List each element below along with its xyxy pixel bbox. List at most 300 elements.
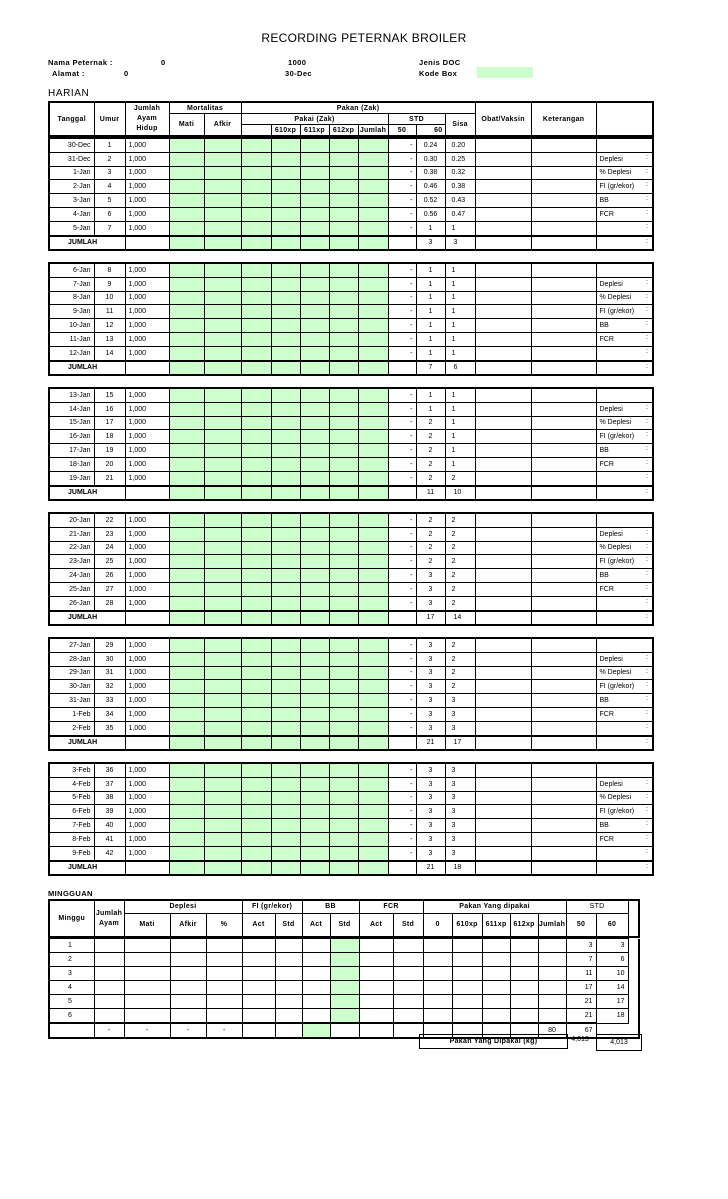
- input-cell[interactable]: [358, 721, 388, 735]
- input-cell[interactable]: [358, 207, 388, 221]
- weekly-cell[interactable]: [206, 1009, 242, 1024]
- input-cell[interactable]: [271, 319, 300, 333]
- input-cell[interactable]: [329, 652, 358, 666]
- input-cell[interactable]: [241, 361, 271, 376]
- input-cell[interactable]: [358, 402, 388, 416]
- weekly-cell[interactable]: [242, 981, 275, 995]
- weekly-cell[interactable]: [482, 939, 510, 953]
- weekly-cell[interactable]: [330, 981, 359, 995]
- input-cell[interactable]: [271, 638, 300, 652]
- input-cell[interactable]: [271, 138, 300, 152]
- input-cell[interactable]: [358, 180, 388, 194]
- input-cell[interactable]: [204, 319, 241, 333]
- input-cell[interactable]: [169, 555, 204, 569]
- weekly-cell[interactable]: [170, 953, 206, 967]
- input-cell[interactable]: [241, 680, 271, 694]
- weekly-cell[interactable]: [452, 939, 482, 953]
- input-cell[interactable]: [329, 236, 358, 251]
- weekly-cell[interactable]: [242, 939, 275, 953]
- cell-obat[interactable]: [531, 457, 596, 471]
- cell-obat[interactable]: [531, 694, 596, 708]
- input-cell[interactable]: [169, 444, 204, 458]
- input-cell[interactable]: [241, 569, 271, 583]
- input-cell[interactable]: [204, 180, 241, 194]
- cell-obat[interactable]: [531, 680, 596, 694]
- input-cell[interactable]: [329, 513, 358, 527]
- input-cell[interactable]: [329, 861, 358, 876]
- input-cell[interactable]: [204, 736, 241, 751]
- cell-obat[interactable]: [531, 791, 596, 805]
- input-cell[interactable]: [241, 430, 271, 444]
- cell-obat[interactable]: [531, 638, 596, 652]
- input-cell[interactable]: [169, 305, 204, 319]
- cell-sisa[interactable]: [475, 638, 531, 652]
- input-cell[interactable]: [358, 707, 388, 721]
- input-cell[interactable]: [169, 166, 204, 180]
- input-cell[interactable]: [241, 291, 271, 305]
- input-cell[interactable]: [169, 707, 204, 721]
- input-cell[interactable]: [204, 457, 241, 471]
- input-cell[interactable]: [329, 805, 358, 819]
- weekly-cell[interactable]: [452, 967, 482, 981]
- input-cell[interactable]: [300, 138, 329, 152]
- input-cell[interactable]: [271, 180, 300, 194]
- input-cell[interactable]: [169, 527, 204, 541]
- cell-obat[interactable]: [531, 444, 596, 458]
- input-cell[interactable]: [169, 763, 204, 777]
- input-cell[interactable]: [204, 513, 241, 527]
- weekly-cell[interactable]: [359, 981, 393, 995]
- input-cell[interactable]: [300, 486, 329, 501]
- input-cell[interactable]: [169, 457, 204, 471]
- cell-sisa[interactable]: [475, 680, 531, 694]
- input-cell[interactable]: [169, 721, 204, 735]
- weekly-cell[interactable]: [206, 995, 242, 1009]
- input-cell[interactable]: [169, 486, 204, 501]
- input-cell[interactable]: [169, 582, 204, 596]
- input-cell[interactable]: [169, 513, 204, 527]
- input-cell[interactable]: [204, 346, 241, 360]
- cell-obat[interactable]: [531, 180, 596, 194]
- input-cell[interactable]: [271, 457, 300, 471]
- input-cell[interactable]: [169, 471, 204, 485]
- cell-sisa[interactable]: [475, 819, 531, 833]
- weekly-cell[interactable]: [94, 995, 124, 1009]
- weekly-cell[interactable]: [538, 939, 566, 953]
- input-cell[interactable]: [241, 471, 271, 485]
- input-cell[interactable]: [329, 361, 358, 376]
- input-cell[interactable]: [169, 861, 204, 876]
- input-cell[interactable]: [300, 471, 329, 485]
- input-cell[interactable]: [169, 819, 204, 833]
- input-cell[interactable]: [169, 138, 204, 152]
- input-cell[interactable]: [329, 471, 358, 485]
- input-cell[interactable]: [329, 277, 358, 291]
- input-cell[interactable]: [358, 819, 388, 833]
- input-cell[interactable]: [329, 457, 358, 471]
- input-cell[interactable]: [300, 721, 329, 735]
- input-cell[interactable]: [169, 777, 204, 791]
- weekly-cell[interactable]: [423, 981, 452, 995]
- input-cell[interactable]: [241, 402, 271, 416]
- input-cell[interactable]: [329, 319, 358, 333]
- input-cell[interactable]: [271, 805, 300, 819]
- input-cell[interactable]: [300, 638, 329, 652]
- weekly-cell[interactable]: [452, 981, 482, 995]
- input-cell[interactable]: [169, 596, 204, 610]
- input-cell[interactable]: [329, 416, 358, 430]
- input-cell[interactable]: [204, 582, 241, 596]
- cell-obat[interactable]: [531, 707, 596, 721]
- input-cell[interactable]: [271, 263, 300, 277]
- weekly-cell[interactable]: [94, 939, 124, 953]
- cell-sisa[interactable]: [475, 707, 531, 721]
- input-cell[interactable]: [204, 263, 241, 277]
- kode-box-input[interactable]: [477, 67, 533, 78]
- weekly-cell[interactable]: [393, 1009, 423, 1024]
- input-cell[interactable]: [169, 361, 204, 376]
- weekly-cell[interactable]: [302, 967, 330, 981]
- weekly-cell[interactable]: [330, 995, 359, 1009]
- cell-obat[interactable]: [531, 263, 596, 277]
- input-cell[interactable]: [241, 180, 271, 194]
- cell-sisa[interactable]: [475, 763, 531, 777]
- input-cell[interactable]: [300, 513, 329, 527]
- cell-obat[interactable]: [531, 166, 596, 180]
- weekly-cell[interactable]: [359, 995, 393, 1009]
- input-cell[interactable]: [271, 236, 300, 251]
- input-cell[interactable]: [358, 582, 388, 596]
- input-cell[interactable]: [329, 346, 358, 360]
- cell-sisa[interactable]: [475, 569, 531, 583]
- weekly-cell[interactable]: [359, 967, 393, 981]
- input-cell[interactable]: [300, 541, 329, 555]
- input-cell[interactable]: [358, 680, 388, 694]
- input-cell[interactable]: [204, 694, 241, 708]
- cell-sisa[interactable]: [475, 138, 531, 152]
- cell-sisa[interactable]: [475, 471, 531, 485]
- input-cell[interactable]: [300, 388, 329, 402]
- input-cell[interactable]: [329, 596, 358, 610]
- weekly-cell[interactable]: [124, 995, 170, 1009]
- input-cell[interactable]: [300, 416, 329, 430]
- weekly-cell[interactable]: [538, 953, 566, 967]
- input-cell[interactable]: [169, 263, 204, 277]
- cell-sisa[interactable]: [475, 388, 531, 402]
- input-cell[interactable]: [169, 207, 204, 221]
- input-cell[interactable]: [358, 763, 388, 777]
- input-cell[interactable]: [300, 221, 329, 235]
- input-cell[interactable]: [358, 319, 388, 333]
- input-cell[interactable]: [169, 846, 204, 860]
- input-cell[interactable]: [358, 263, 388, 277]
- input-cell[interactable]: [358, 152, 388, 166]
- input-cell[interactable]: [358, 652, 388, 666]
- cell-sisa[interactable]: [475, 221, 531, 235]
- cell-obat[interactable]: [531, 194, 596, 208]
- cell-obat[interactable]: [531, 513, 596, 527]
- weekly-cell[interactable]: [206, 953, 242, 967]
- input-cell[interactable]: [241, 721, 271, 735]
- input-cell[interactable]: [358, 471, 388, 485]
- input-cell[interactable]: [271, 596, 300, 610]
- weekly-cell[interactable]: [423, 995, 452, 1009]
- weekly-cell[interactable]: [124, 939, 170, 953]
- weekly-cell[interactable]: [94, 967, 124, 981]
- cell-obat[interactable]: [531, 388, 596, 402]
- input-cell[interactable]: [329, 638, 358, 652]
- input-cell[interactable]: [358, 513, 388, 527]
- weekly-cell[interactable]: [393, 981, 423, 995]
- input-cell[interactable]: [329, 402, 358, 416]
- input-cell[interactable]: [204, 236, 241, 251]
- input-cell[interactable]: [204, 819, 241, 833]
- cell-sisa[interactable]: [475, 207, 531, 221]
- weekly-cell[interactable]: [242, 995, 275, 1009]
- cell-obat[interactable]: [531, 819, 596, 833]
- weekly-cell[interactable]: [206, 967, 242, 981]
- input-cell[interactable]: [169, 416, 204, 430]
- weekly-cell[interactable]: [206, 939, 242, 953]
- weekly-cell[interactable]: [538, 995, 566, 1009]
- input-cell[interactable]: [204, 555, 241, 569]
- input-cell[interactable]: [241, 611, 271, 626]
- cell-obat[interactable]: [531, 555, 596, 569]
- weekly-cell[interactable]: [393, 939, 423, 953]
- input-cell[interactable]: [241, 846, 271, 860]
- input-cell[interactable]: [358, 861, 388, 876]
- input-cell[interactable]: [241, 236, 271, 251]
- input-cell[interactable]: [271, 291, 300, 305]
- input-cell[interactable]: [271, 221, 300, 235]
- input-cell[interactable]: [358, 388, 388, 402]
- weekly-cell[interactable]: [510, 981, 538, 995]
- input-cell[interactable]: [241, 346, 271, 360]
- input-cell[interactable]: [300, 319, 329, 333]
- weekly-cell[interactable]: [302, 1009, 330, 1024]
- cell-sisa[interactable]: [475, 457, 531, 471]
- input-cell[interactable]: [300, 805, 329, 819]
- input-cell[interactable]: [271, 791, 300, 805]
- input-cell[interactable]: [300, 582, 329, 596]
- input-cell[interactable]: [204, 721, 241, 735]
- weekly-cell[interactable]: [510, 953, 538, 967]
- cell-obat[interactable]: [531, 721, 596, 735]
- input-cell[interactable]: [204, 680, 241, 694]
- input-cell[interactable]: [271, 332, 300, 346]
- weekly-cell[interactable]: [452, 953, 482, 967]
- cell-obat[interactable]: [531, 652, 596, 666]
- weekly-cell[interactable]: [538, 967, 566, 981]
- input-cell[interactable]: [169, 319, 204, 333]
- weekly-cell[interactable]: [359, 1009, 393, 1024]
- weekly-cell[interactable]: [302, 953, 330, 967]
- input-cell[interactable]: [358, 430, 388, 444]
- input-cell[interactable]: [329, 666, 358, 680]
- cell-sisa[interactable]: [475, 319, 531, 333]
- input-cell[interactable]: [169, 638, 204, 652]
- input-cell[interactable]: [241, 444, 271, 458]
- input-cell[interactable]: [271, 346, 300, 360]
- weekly-cell[interactable]: [510, 995, 538, 1009]
- input-cell[interactable]: [271, 832, 300, 846]
- weekly-cell[interactable]: [302, 981, 330, 995]
- cell-sisa[interactable]: [475, 596, 531, 610]
- input-cell[interactable]: [271, 694, 300, 708]
- input-cell[interactable]: [204, 527, 241, 541]
- input-cell[interactable]: [329, 582, 358, 596]
- weekly-cell[interactable]: [94, 953, 124, 967]
- input-cell[interactable]: [329, 611, 358, 626]
- cell-sisa[interactable]: [475, 166, 531, 180]
- weekly-cell[interactable]: [393, 953, 423, 967]
- input-cell[interactable]: [241, 819, 271, 833]
- cell-obat[interactable]: [531, 582, 596, 596]
- cell-obat[interactable]: [531, 305, 596, 319]
- input-cell[interactable]: [300, 346, 329, 360]
- input-cell[interactable]: [204, 207, 241, 221]
- input-cell[interactable]: [300, 680, 329, 694]
- cell-sisa[interactable]: [475, 402, 531, 416]
- input-cell[interactable]: [300, 819, 329, 833]
- input-cell[interactable]: [204, 221, 241, 235]
- input-cell[interactable]: [271, 166, 300, 180]
- input-cell[interactable]: [329, 166, 358, 180]
- cell-obat[interactable]: [531, 527, 596, 541]
- cell-obat[interactable]: [531, 332, 596, 346]
- input-cell[interactable]: [241, 596, 271, 610]
- weekly-cell[interactable]: [482, 953, 510, 967]
- cell-sisa[interactable]: [475, 805, 531, 819]
- input-cell[interactable]: [358, 541, 388, 555]
- input-cell[interactable]: [329, 680, 358, 694]
- input-cell[interactable]: [271, 444, 300, 458]
- input-cell[interactable]: [300, 277, 329, 291]
- input-cell[interactable]: [271, 555, 300, 569]
- input-cell[interactable]: [300, 777, 329, 791]
- cell-obat[interactable]: [531, 291, 596, 305]
- input-cell[interactable]: [241, 221, 271, 235]
- input-cell[interactable]: [169, 736, 204, 751]
- input-cell[interactable]: [241, 513, 271, 527]
- input-cell[interactable]: [358, 277, 388, 291]
- input-cell[interactable]: [329, 819, 358, 833]
- weekly-cell[interactable]: [94, 1009, 124, 1024]
- input-cell[interactable]: [241, 638, 271, 652]
- input-cell[interactable]: [329, 721, 358, 735]
- cell-sisa[interactable]: [475, 263, 531, 277]
- input-cell[interactable]: [358, 736, 388, 751]
- cell-sisa[interactable]: [475, 721, 531, 735]
- input-cell[interactable]: [329, 263, 358, 277]
- input-cell[interactable]: [300, 180, 329, 194]
- cell-sisa[interactable]: [475, 194, 531, 208]
- input-cell[interactable]: [204, 777, 241, 791]
- cell-obat[interactable]: [531, 207, 596, 221]
- input-cell[interactable]: [169, 194, 204, 208]
- weekly-cell[interactable]: [275, 939, 302, 953]
- input-cell[interactable]: [300, 207, 329, 221]
- input-cell[interactable]: [300, 430, 329, 444]
- input-cell[interactable]: [358, 332, 388, 346]
- weekly-cell[interactable]: [124, 1009, 170, 1024]
- input-cell[interactable]: [358, 611, 388, 626]
- input-cell[interactable]: [204, 596, 241, 610]
- cell-obat[interactable]: [531, 138, 596, 152]
- input-cell[interactable]: [300, 707, 329, 721]
- input-cell[interactable]: [271, 541, 300, 555]
- cell-sisa[interactable]: [475, 582, 531, 596]
- input-cell[interactable]: [358, 777, 388, 791]
- weekly-cell[interactable]: [275, 981, 302, 995]
- input-cell[interactable]: [271, 513, 300, 527]
- cell-sisa[interactable]: [475, 416, 531, 430]
- input-cell[interactable]: [300, 694, 329, 708]
- input-cell[interactable]: [329, 207, 358, 221]
- input-cell[interactable]: [169, 791, 204, 805]
- input-cell[interactable]: [204, 444, 241, 458]
- input-cell[interactable]: [358, 457, 388, 471]
- input-cell[interactable]: [358, 832, 388, 846]
- input-cell[interactable]: [241, 805, 271, 819]
- input-cell[interactable]: [204, 152, 241, 166]
- weekly-cell[interactable]: [275, 1009, 302, 1024]
- input-cell[interactable]: [241, 832, 271, 846]
- input-cell[interactable]: [329, 388, 358, 402]
- input-cell[interactable]: [300, 291, 329, 305]
- input-cell[interactable]: [204, 471, 241, 485]
- cell-obat[interactable]: [531, 832, 596, 846]
- cell-sisa[interactable]: [475, 346, 531, 360]
- input-cell[interactable]: [329, 138, 358, 152]
- input-cell[interactable]: [271, 777, 300, 791]
- input-cell[interactable]: [241, 486, 271, 501]
- input-cell[interactable]: [300, 555, 329, 569]
- input-cell[interactable]: [329, 832, 358, 846]
- input-cell[interactable]: [358, 194, 388, 208]
- cell-obat[interactable]: [531, 152, 596, 166]
- weekly-cell[interactable]: [510, 939, 538, 953]
- cell-sisa[interactable]: [475, 555, 531, 569]
- input-cell[interactable]: [204, 763, 241, 777]
- input-cell[interactable]: [329, 332, 358, 346]
- input-cell[interactable]: [300, 305, 329, 319]
- input-cell[interactable]: [358, 694, 388, 708]
- input-cell[interactable]: [329, 846, 358, 860]
- weekly-cell[interactable]: [170, 939, 206, 953]
- input-cell[interactable]: [271, 277, 300, 291]
- weekly-cell[interactable]: [510, 1009, 538, 1024]
- input-cell[interactable]: [329, 194, 358, 208]
- cell-sisa[interactable]: [475, 180, 531, 194]
- input-cell[interactable]: [358, 291, 388, 305]
- input-cell[interactable]: [271, 819, 300, 833]
- input-cell[interactable]: [204, 430, 241, 444]
- input-cell[interactable]: [329, 791, 358, 805]
- input-cell[interactable]: [241, 319, 271, 333]
- input-cell[interactable]: [358, 527, 388, 541]
- input-cell[interactable]: [271, 471, 300, 485]
- input-cell[interactable]: [300, 332, 329, 346]
- input-cell[interactable]: [169, 652, 204, 666]
- input-cell[interactable]: [358, 166, 388, 180]
- weekly-cell[interactable]: [423, 939, 452, 953]
- input-cell[interactable]: [241, 763, 271, 777]
- input-cell[interactable]: [271, 402, 300, 416]
- cell-sisa[interactable]: [475, 694, 531, 708]
- input-cell[interactable]: [329, 430, 358, 444]
- input-cell[interactable]: [204, 541, 241, 555]
